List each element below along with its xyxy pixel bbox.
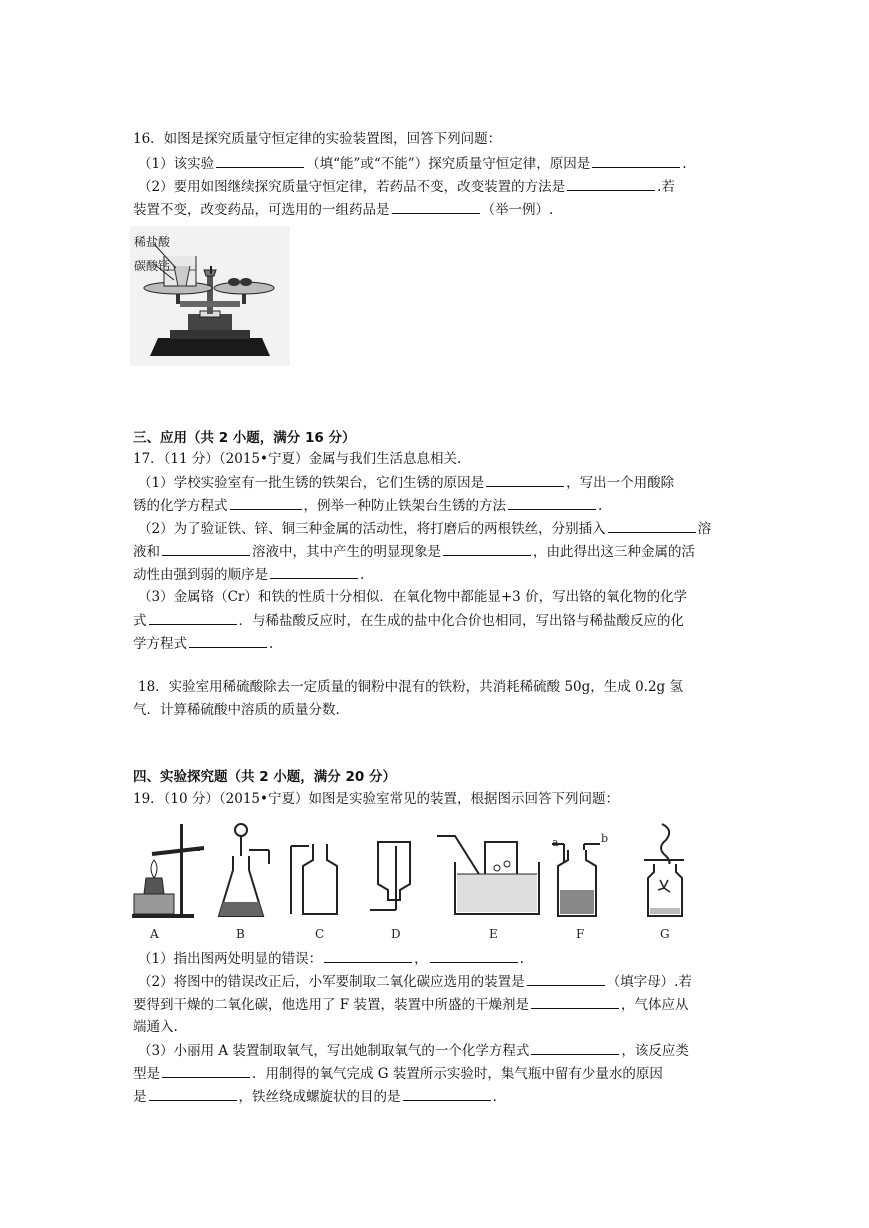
q17-part3: （3）金属铬（Cr）和铁的性质十分相似．在氧化物中都能显+3 价，写出铬的氧化物的化学 [138, 589, 688, 605]
q17-part2-cont: 液和 溶液中，其中产生的明显现象是 ，由此得出这三种金属的活 [133, 541, 695, 562]
q17-part2-cont2: 动性由强到弱的顺序是 . [133, 564, 364, 585]
figure-label-f: F [576, 927, 585, 941]
q16-part1: （1）该实验 （填“能”或“不能”）探究质量守恒定律，原因是 . [138, 153, 687, 174]
answer-blank[interactable] [216, 153, 304, 168]
apparatus-d-figure [366, 838, 422, 918]
q17-part3-cont2: 学方程式 . [133, 633, 273, 654]
q19-part3: （3）小丽用 A 装置制取氧气，写出她制取氧气的一个化学方程式 ，该反应类 [138, 1040, 689, 1061]
figure-label-a: A [150, 927, 159, 941]
port-a-label: a [552, 836, 559, 849]
q18-line1: 18．实验室用稀硫酸除去一定质量的铜粉中混有的铁粉，共消耗稀硫酸 50g，生成 0.2g 氢 [138, 679, 683, 695]
answer-blank[interactable] [189, 633, 267, 648]
q19-part2-cont2: 端通入. [133, 1019, 178, 1035]
q17-part1-cont: 锈的化学方程式 ，例举一种防止铁架台生锈的方法 . [133, 495, 602, 516]
section-heading-3: 三、应用（共 2 小题，满分 16 分） [133, 430, 356, 446]
figure-label-hcl: 稀盐酸 [134, 235, 171, 249]
answer-blank[interactable] [403, 1086, 491, 1101]
apparatus-c-figure [289, 838, 345, 918]
answer-blank[interactable] [443, 541, 531, 556]
answer-blank[interactable] [230, 495, 302, 510]
q19-part2-cont: 要得到干燥的二氧化碳，他选用了 F 装置，装置中所盛的干燥剂是 ，气体应从 [133, 994, 688, 1015]
q19-part1: （1）指出图两处明显的错误： ， . [138, 948, 524, 969]
q18-line2: 气．计算稀硫酸中溶质的质量分数. [133, 702, 340, 718]
q16-stem: 16．如图是探究质量守恒定律的实验装置图，回答下列问题： [133, 131, 502, 147]
answer-blank[interactable] [149, 1086, 237, 1101]
port-b-label: b [601, 832, 609, 845]
answer-blank[interactable] [508, 495, 596, 510]
figure-label-c: C [315, 927, 325, 941]
answer-blank[interactable] [592, 153, 680, 168]
apparatus-g-figure [640, 820, 688, 920]
section-heading-4: 四、实验探究题（共 2 小题，满分 20 分） [133, 769, 396, 785]
answer-blank[interactable] [430, 948, 518, 963]
answer-blank[interactable] [162, 541, 250, 556]
figure-label-caco3: 碳酸钙 [134, 259, 171, 273]
answer-blank[interactable] [608, 518, 696, 533]
figure-label-e: E [489, 927, 498, 941]
answer-blank[interactable] [324, 948, 412, 963]
q16-part2-cont: 装置不变，改变药品，可选用的一组药品是 （举一例）. [133, 199, 553, 220]
q17-part2: （2）为了验证铁、锌、铜三种金属的活动性，将打磨后的两根铁丝，分别插入 溶 [138, 518, 711, 539]
figure-label-g: G [660, 927, 670, 941]
q19-part2: （2）将图中的错误改正后，小军要制取二氧化碳应选用的装置是 （填字母）.若 [138, 971, 692, 992]
answer-blank[interactable] [270, 564, 358, 579]
figure-label-d: D [391, 927, 401, 941]
answer-blank[interactable] [392, 199, 480, 214]
q17-part1: （1）学校实验室有一批生锈的铁架台，它们生锈的原因是 ，写出一个用酸除 [138, 472, 674, 493]
figure-label-b: B [236, 927, 245, 941]
answer-blank[interactable] [486, 472, 564, 487]
answer-blank[interactable] [527, 971, 605, 986]
q19-stem: 19．（10 分）（2015•宁夏）如图是实验室常见的装置，根据图示回答下列问题： [133, 791, 619, 807]
apparatus-e-figure [435, 828, 545, 918]
q19-part3-cont: 型是 ．用制得的氧气完成 G 装置所示实验时，集气瓶中留有少量水的原因 [133, 1063, 663, 1084]
q17-stem: 17．（11 分）（2015•宁夏）金属与我们生活息息相关. [133, 451, 462, 467]
q17-part3-cont: 式 ．与稀盐酸反应时，在生成的盐中化合价也相同，写出铬与稀盐酸反应的化 [133, 610, 684, 631]
apparatus-b-figure [215, 820, 275, 920]
q19-part3-cont2: 是 ，铁丝绕成螺旋状的目的是 . [133, 1086, 497, 1107]
answer-blank[interactable] [567, 176, 655, 191]
answer-blank[interactable] [531, 1040, 619, 1055]
answer-blank[interactable] [149, 610, 237, 625]
apparatus-a-figure [132, 820, 214, 920]
answer-blank[interactable] [162, 1063, 250, 1078]
answer-blank[interactable] [531, 994, 619, 1009]
q16-part2: （2）要用如图继续探究质量守恒定律，若药品不变，改变装置的方法是 .若 [138, 176, 675, 197]
